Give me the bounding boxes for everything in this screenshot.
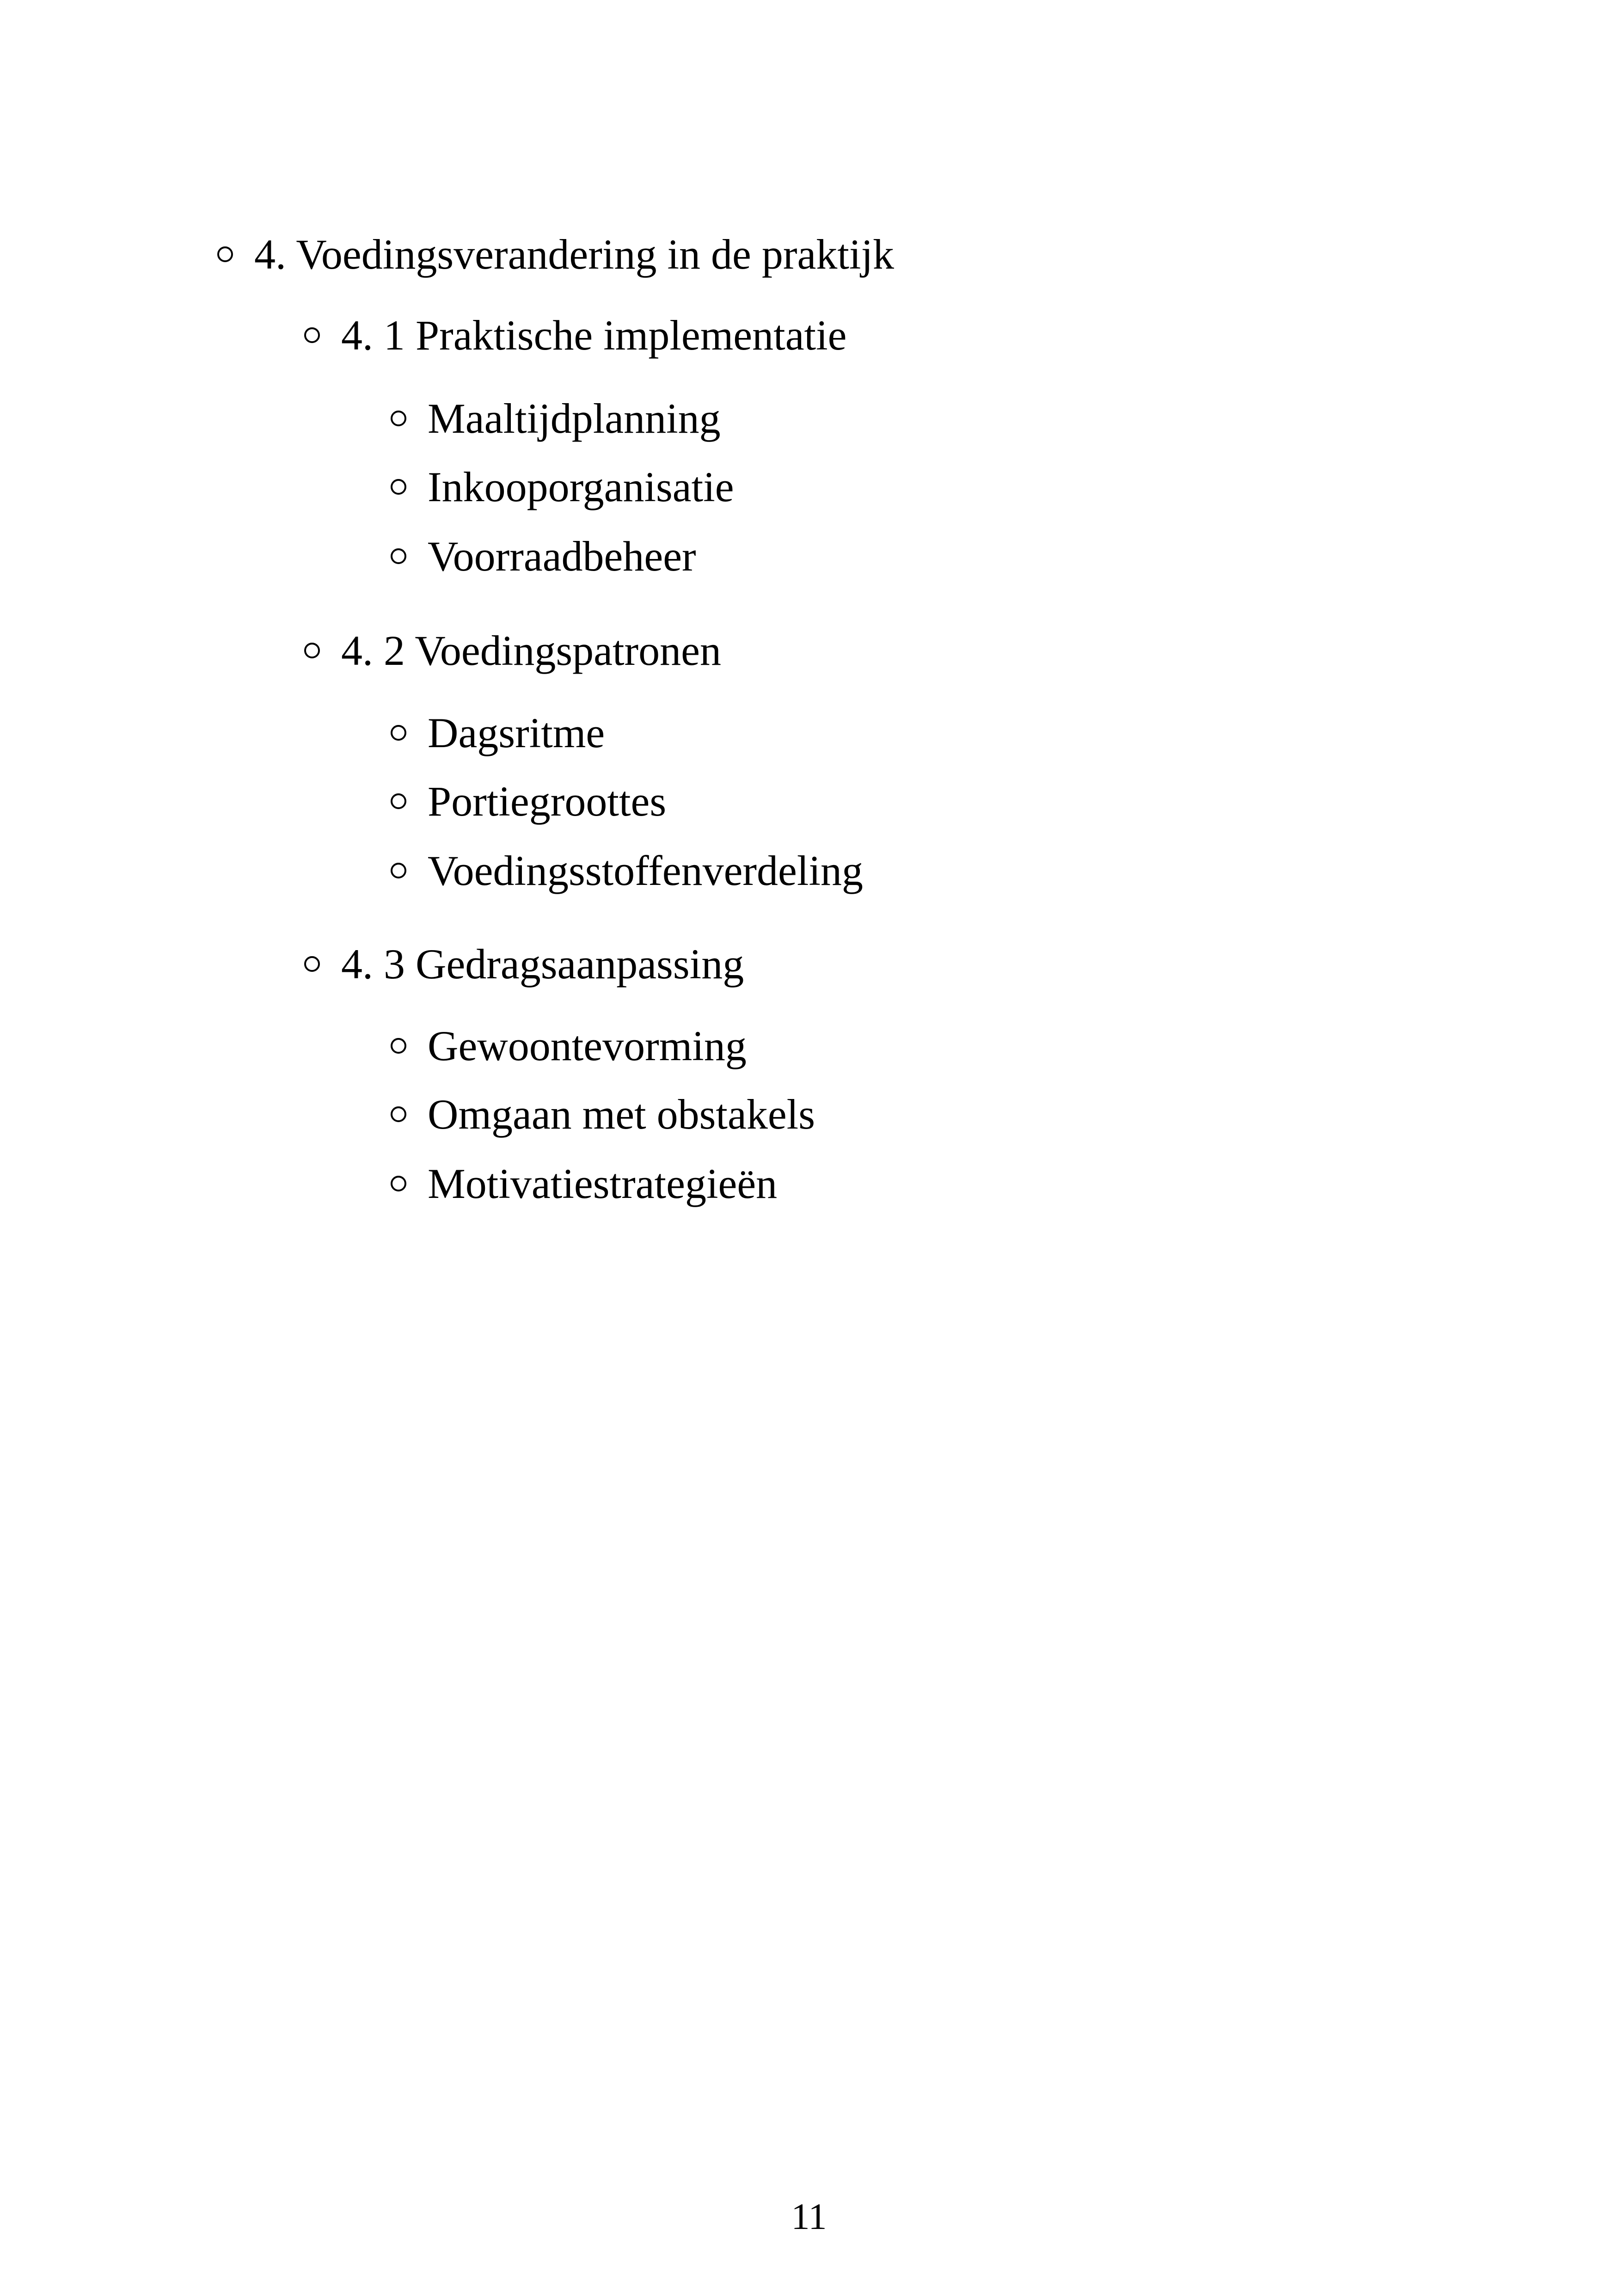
outline-item-label: Maaltijdplanning — [428, 395, 721, 442]
hollow-circle-bullet-icon — [391, 479, 406, 495]
hollow-circle-bullet-icon — [391, 411, 406, 426]
outline-list-item — [391, 393, 721, 444]
hollow-circle-bullet-icon — [391, 793, 406, 809]
hollow-circle-bullet-icon — [391, 548, 406, 564]
outline-item-label: Motivatiestrategieën — [428, 1160, 778, 1207]
outline-section-item — [217, 229, 894, 280]
hollow-circle-bullet-icon — [391, 1106, 406, 1122]
outline-item-label: Dagsritme — [428, 709, 605, 756]
outline-item-label: Inkooporganisatie — [428, 463, 734, 510]
outline-list-item — [391, 776, 666, 827]
outline-subsection-label: 4. 1 Praktische implementatie — [341, 312, 847, 359]
outline-item-label: Voorraadbeheer — [428, 533, 696, 580]
outline-list-item — [391, 531, 696, 582]
hollow-circle-bullet-icon — [304, 327, 320, 343]
hollow-circle-bullet-icon — [391, 1038, 406, 1054]
hollow-circle-bullet-icon — [391, 1176, 406, 1191]
outline-subsection-item — [304, 310, 847, 361]
outline-list-item — [391, 845, 863, 896]
page-number: 11 — [791, 2197, 827, 2237]
outline-list-item — [391, 707, 605, 758]
outline-item-label: Gewoontevorming — [428, 1022, 747, 1069]
outline-list-item — [391, 1089, 815, 1140]
outline-item-label: Voedingsstoffenverdeling — [428, 847, 864, 894]
outline-item-label: Omgaan met obstakels — [428, 1091, 815, 1138]
hollow-circle-bullet-icon — [217, 246, 233, 262]
outline-list-item — [391, 461, 734, 512]
hollow-circle-bullet-icon — [304, 956, 320, 972]
hollow-circle-bullet-icon — [391, 863, 406, 878]
outline-subsection-item — [304, 625, 721, 676]
outline-section-label: 4. Voedingsverandering in de praktijk — [254, 231, 894, 278]
outline-subsection-label: 4. 2 Voedingspatronen — [341, 627, 721, 674]
outline-list-item — [391, 1020, 747, 1071]
outline-subsection-item — [304, 939, 744, 989]
outline-list-item — [391, 1158, 777, 1209]
outline-item-label: Portiegroottes — [428, 778, 667, 825]
hollow-circle-bullet-icon — [391, 725, 406, 741]
outline-subsection-label: 4. 3 Gedragsaanpassing — [341, 940, 744, 988]
hollow-circle-bullet-icon — [304, 643, 320, 658]
